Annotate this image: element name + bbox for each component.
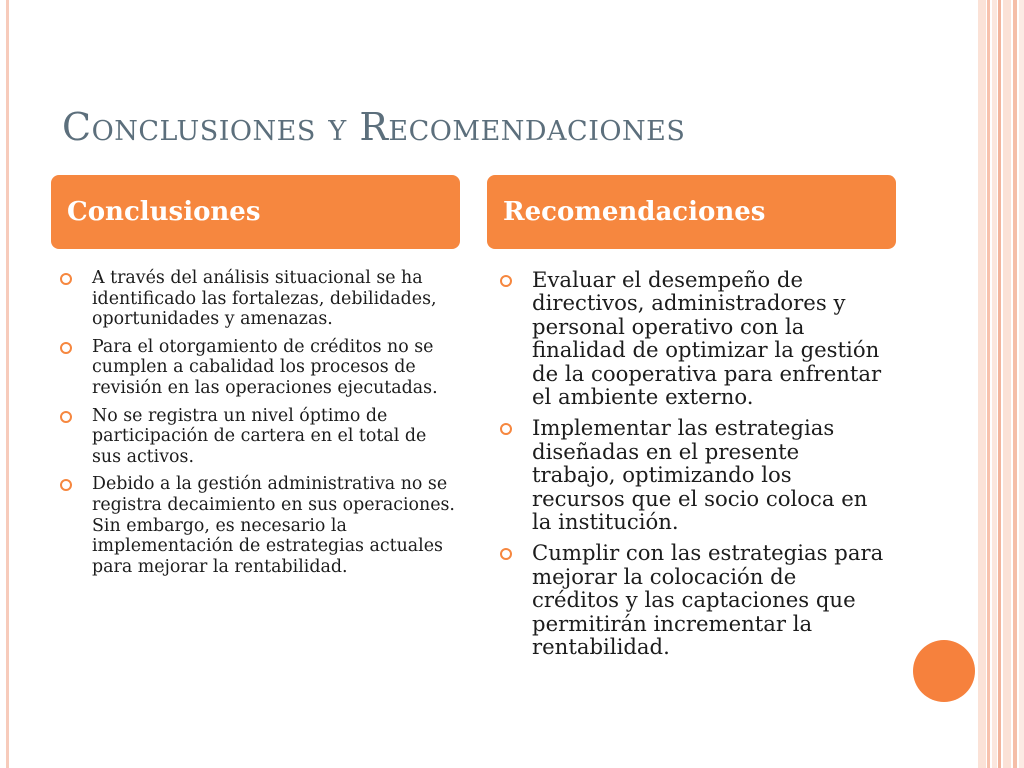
- bullet-icon: [60, 342, 72, 354]
- conclusion-text: No se registra un nivel óptimo de participación de cartera en el total de sus activos.: [92, 405, 427, 467]
- decorative-circle-icon: [913, 640, 975, 702]
- list-item: [60, 268, 460, 330]
- list-item: [500, 268, 885, 408]
- bullet-icon: [500, 423, 512, 435]
- conclusions-header: [51, 175, 460, 249]
- bullet-icon: [60, 273, 72, 285]
- bullet-icon: [60, 411, 72, 423]
- list-item: [60, 406, 460, 468]
- slide-title: Conclusiones y Recomendaciones: [62, 105, 686, 149]
- list-item: [60, 337, 460, 399]
- right-border-stripe: [1003, 0, 1011, 768]
- list-item: [500, 416, 885, 533]
- right-border-stripe: [987, 0, 990, 768]
- conclusion-text: Para el otorgamiento de créditos no se cumplen a cabalidad los procesos de revisión en las operaciones ejecutadas.: [92, 336, 438, 398]
- conclusion-text: Debido a la gestión administrativa no se registra decaimiento en sus operaciones. Sin embargo, es necesario la implementación de estrategias actuales para mejorar la rentabilidad.: [92, 474, 455, 577]
- bullet-icon: [500, 275, 512, 287]
- recommendation-text: Cumplir con las estrategias para mejorar la colocación de créditos y las captaciones que permitirán incrementar la rentabilidad.: [532, 540, 884, 660]
- left-border-line: [6, 0, 9, 768]
- conclusions-list: [60, 268, 460, 584]
- right-border-stripe: [1013, 0, 1017, 768]
- right-border-stripe: [978, 0, 986, 768]
- bullet-icon: [500, 548, 512, 560]
- right-border-stripe: [998, 0, 1001, 768]
- recommendations-header-label: Recomendaciones: [503, 197, 766, 227]
- recommendation-text: Evaluar el desempeño de directivos, administradores y personal operativo con la finalidad de optimizar la gestión de la cooperativa para enfrentar el ambiente externo.: [532, 267, 882, 410]
- right-border-stripe: [1019, 0, 1024, 768]
- recommendations-header: [487, 175, 896, 249]
- recommendation-text: Implementar las estrategias diseñadas en el presente trabajo, optimizando los recursos que el socio coloca en la institución.: [532, 415, 868, 535]
- recommendations-list: [500, 268, 885, 667]
- conclusions-header-label: Conclusiones: [67, 197, 261, 227]
- list-item: [500, 541, 885, 658]
- conclusion-text: A través del análisis situacional se ha identificado las fortalezas, debilidades, oportunidades y amenazas.: [92, 268, 437, 330]
- bullet-icon: [60, 479, 72, 491]
- right-border-stripe: [992, 0, 997, 768]
- list-item: [60, 474, 460, 577]
